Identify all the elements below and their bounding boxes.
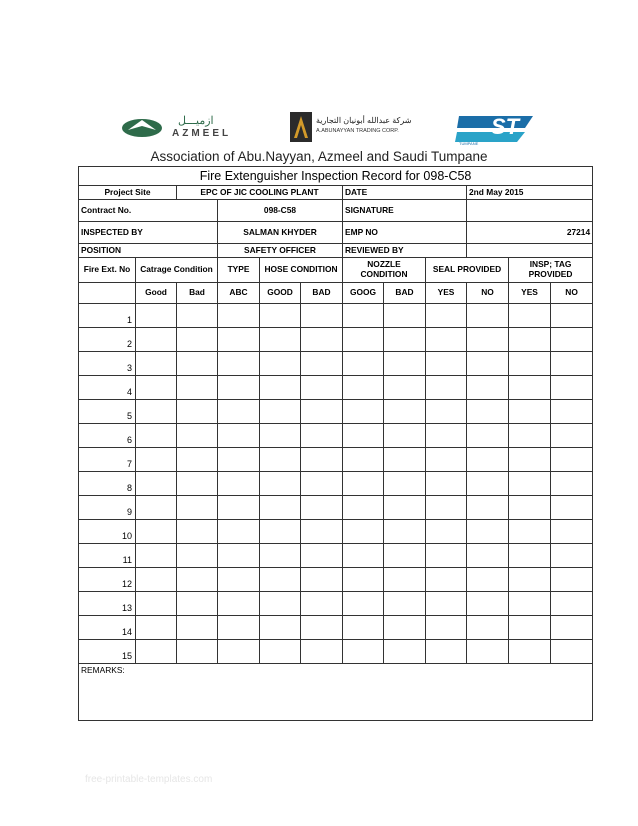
project-site-label: Project Site bbox=[79, 186, 177, 200]
inspection-rows bbox=[79, 304, 593, 664]
table-cell[interactable] bbox=[426, 592, 467, 616]
table-cell[interactable] bbox=[177, 352, 218, 376]
subcol-good: Good bbox=[136, 283, 177, 304]
st-logo-subtext: TUMPANE bbox=[459, 141, 479, 146]
table-cell[interactable] bbox=[218, 448, 260, 472]
fire-ext-number: 9 bbox=[79, 496, 136, 520]
table-cell[interactable] bbox=[136, 376, 177, 400]
abunayyan-arabic-text: شركة عبدالله أبونيان التجارية bbox=[316, 116, 412, 125]
reviewed-by-value[interactable] bbox=[467, 244, 593, 258]
table-cell[interactable] bbox=[343, 640, 384, 664]
table-cell[interactable] bbox=[136, 304, 177, 328]
table-cell[interactable] bbox=[301, 592, 343, 616]
table-cell[interactable] bbox=[301, 496, 343, 520]
table-cell[interactable] bbox=[467, 304, 509, 328]
fire-ext-number: 5 bbox=[79, 400, 136, 424]
table-cell[interactable] bbox=[343, 472, 384, 496]
table-cell[interactable] bbox=[467, 424, 509, 448]
fire-ext-number: 7 bbox=[79, 448, 136, 472]
table-cell[interactable] bbox=[509, 640, 551, 664]
table-cell[interactable] bbox=[218, 328, 260, 352]
table-cell[interactable] bbox=[177, 592, 218, 616]
table-row bbox=[79, 544, 593, 568]
st-logo-text: ST bbox=[491, 114, 520, 139]
table-cell[interactable] bbox=[301, 616, 343, 640]
table-cell[interactable] bbox=[301, 640, 343, 664]
table-cell[interactable] bbox=[218, 472, 260, 496]
table-cell[interactable] bbox=[426, 568, 467, 592]
table-cell[interactable] bbox=[551, 472, 593, 496]
inspected-by-value: SALMAN KHYDER bbox=[218, 222, 343, 244]
table-cell[interactable] bbox=[343, 304, 384, 328]
table-cell[interactable] bbox=[551, 496, 593, 520]
table-cell[interactable] bbox=[136, 592, 177, 616]
table-row bbox=[79, 328, 593, 352]
subcol-insp-no: NO bbox=[551, 283, 593, 304]
remarks-field[interactable]: REMARKS: bbox=[79, 664, 593, 721]
table-cell[interactable] bbox=[343, 544, 384, 568]
table-cell[interactable] bbox=[218, 520, 260, 544]
table-cell[interactable] bbox=[509, 328, 551, 352]
table-cell[interactable] bbox=[509, 448, 551, 472]
table-row bbox=[79, 376, 593, 400]
association-heading: Association of Abu.Nayyan, Azmeel and Saudi Tumpane bbox=[150, 149, 488, 164]
table-cell[interactable] bbox=[343, 592, 384, 616]
table-row bbox=[79, 616, 593, 640]
signature-value[interactable] bbox=[467, 200, 593, 222]
fire-ext-number: 2 bbox=[79, 328, 136, 352]
inspection-form bbox=[78, 166, 592, 721]
table-cell[interactable] bbox=[467, 496, 509, 520]
table-cell[interactable] bbox=[218, 496, 260, 520]
subcol-nozzle-bad: BAD bbox=[384, 283, 426, 304]
table-cell[interactable] bbox=[426, 544, 467, 568]
table-cell[interactable] bbox=[177, 472, 218, 496]
col-seal-provided: SEAL PROVIDED bbox=[426, 258, 509, 283]
table-cell[interactable] bbox=[551, 304, 593, 328]
table-cell[interactable] bbox=[551, 568, 593, 592]
table-cell[interactable] bbox=[136, 640, 177, 664]
contract-value: 098-C58 bbox=[218, 200, 343, 222]
table-cell[interactable] bbox=[177, 448, 218, 472]
table-row bbox=[79, 352, 593, 376]
table-row bbox=[79, 424, 593, 448]
table-cell[interactable] bbox=[467, 472, 509, 496]
table-cell[interactable] bbox=[551, 400, 593, 424]
table-cell[interactable] bbox=[177, 424, 218, 448]
subcol-hose-bad: BAD bbox=[301, 283, 343, 304]
table-cell[interactable] bbox=[218, 352, 260, 376]
table-cell[interactable] bbox=[509, 520, 551, 544]
table-cell[interactable] bbox=[177, 568, 218, 592]
table-row bbox=[79, 448, 593, 472]
table-cell[interactable] bbox=[260, 640, 301, 664]
table-cell[interactable] bbox=[467, 400, 509, 424]
table-cell[interactable] bbox=[509, 400, 551, 424]
table-cell[interactable] bbox=[509, 424, 551, 448]
fire-ext-number: 13 bbox=[79, 592, 136, 616]
table-cell[interactable] bbox=[551, 352, 593, 376]
table-cell[interactable] bbox=[384, 304, 426, 328]
table-cell[interactable] bbox=[260, 616, 301, 640]
table-row bbox=[79, 400, 593, 424]
table-cell[interactable] bbox=[177, 616, 218, 640]
table-cell[interactable] bbox=[301, 544, 343, 568]
table-cell[interactable] bbox=[551, 520, 593, 544]
table-cell[interactable] bbox=[136, 616, 177, 640]
table-cell[interactable] bbox=[260, 472, 301, 496]
table-cell[interactable] bbox=[426, 328, 467, 352]
subcol-bad: Bad bbox=[177, 283, 218, 304]
table-cell[interactable] bbox=[384, 568, 426, 592]
table-cell[interactable] bbox=[384, 544, 426, 568]
fire-ext-number: 6 bbox=[79, 424, 136, 448]
table-cell[interactable] bbox=[343, 496, 384, 520]
table-cell[interactable] bbox=[509, 472, 551, 496]
table-row bbox=[79, 304, 593, 328]
table-cell[interactable] bbox=[343, 568, 384, 592]
position-value: SAFETY OFFICER bbox=[218, 244, 343, 258]
table-cell[interactable] bbox=[343, 328, 384, 352]
form-title: Fire Extenguisher Inspection Record for 098-C58 bbox=[79, 167, 593, 186]
logo-bar bbox=[0, 108, 638, 152]
inspected-by-label: INSPECTED BY bbox=[79, 222, 218, 244]
table-row bbox=[79, 520, 593, 544]
emp-no-label: EMP NO bbox=[343, 222, 467, 244]
table-cell[interactable] bbox=[551, 328, 593, 352]
table-cell[interactable] bbox=[218, 376, 260, 400]
table-cell[interactable] bbox=[509, 568, 551, 592]
col-fire-ext-no: Fire Ext. No bbox=[79, 258, 136, 283]
table-cell[interactable] bbox=[136, 400, 177, 424]
table-row bbox=[79, 568, 593, 592]
table-cell[interactable] bbox=[384, 376, 426, 400]
table-cell[interactable] bbox=[426, 352, 467, 376]
project-site-value: EPC OF JIC COOLING PLANT bbox=[177, 186, 343, 200]
date-value: 2nd May 2015 bbox=[467, 186, 593, 200]
azmeel-logo bbox=[120, 108, 265, 148]
azmeel-latin-text: AZMEEL bbox=[172, 128, 232, 139]
fire-ext-number: 11 bbox=[79, 544, 136, 568]
table-cell[interactable] bbox=[218, 568, 260, 592]
table-cell[interactable] bbox=[136, 544, 177, 568]
col-type: TYPE bbox=[218, 258, 260, 283]
subcol-seal-yes: YES bbox=[426, 283, 467, 304]
subcol-seal-no: NO bbox=[467, 283, 509, 304]
table-cell[interactable] bbox=[384, 448, 426, 472]
table-cell[interactable] bbox=[136, 328, 177, 352]
table-cell[interactable] bbox=[426, 376, 467, 400]
table-cell[interactable] bbox=[260, 424, 301, 448]
table-cell[interactable] bbox=[384, 352, 426, 376]
table-cell[interactable] bbox=[260, 592, 301, 616]
table-cell[interactable] bbox=[509, 592, 551, 616]
watermark: free-printable-templates.com bbox=[85, 774, 213, 785]
table-cell[interactable] bbox=[343, 424, 384, 448]
table-cell[interactable] bbox=[260, 568, 301, 592]
table-cell[interactable] bbox=[384, 472, 426, 496]
table-cell[interactable] bbox=[467, 592, 509, 616]
table-cell[interactable] bbox=[301, 352, 343, 376]
table-cell[interactable] bbox=[136, 496, 177, 520]
table-cell[interactable] bbox=[301, 448, 343, 472]
table-cell[interactable] bbox=[509, 544, 551, 568]
table-cell[interactable] bbox=[384, 592, 426, 616]
table-cell[interactable] bbox=[467, 448, 509, 472]
table-cell[interactable] bbox=[551, 616, 593, 640]
table-row bbox=[79, 496, 593, 520]
table-cell[interactable] bbox=[301, 424, 343, 448]
table-cell[interactable] bbox=[509, 376, 551, 400]
table-cell[interactable] bbox=[343, 400, 384, 424]
table-cell[interactable] bbox=[384, 400, 426, 424]
table-cell[interactable] bbox=[301, 520, 343, 544]
table-cell[interactable] bbox=[384, 640, 426, 664]
table-cell[interactable] bbox=[136, 448, 177, 472]
table-cell[interactable] bbox=[343, 376, 384, 400]
table-cell[interactable] bbox=[509, 304, 551, 328]
abunayyan-latin-text: A.ABUNAYYAN TRADING CORP. bbox=[316, 128, 399, 134]
table-cell[interactable] bbox=[301, 472, 343, 496]
position-label: POSITION bbox=[79, 244, 218, 258]
table-cell[interactable] bbox=[551, 544, 593, 568]
col-nozzle-condition: NOZZLE CONDITION bbox=[343, 258, 426, 283]
table-cell[interactable] bbox=[260, 448, 301, 472]
date-label: DATE bbox=[343, 186, 467, 200]
table-cell[interactable] bbox=[343, 352, 384, 376]
abunayyan-logo bbox=[290, 108, 412, 148]
fire-ext-number: 10 bbox=[79, 520, 136, 544]
table-cell[interactable] bbox=[467, 520, 509, 544]
table-row bbox=[79, 592, 593, 616]
table-cell[interactable] bbox=[509, 496, 551, 520]
table-cell[interactable] bbox=[467, 616, 509, 640]
fire-ext-number: 3 bbox=[79, 352, 136, 376]
table-cell[interactable] bbox=[551, 448, 593, 472]
subcol-insp-yes: YES bbox=[509, 283, 551, 304]
table-cell[interactable] bbox=[301, 328, 343, 352]
table-cell[interactable] bbox=[260, 400, 301, 424]
table-cell[interactable] bbox=[551, 640, 593, 664]
table-cell[interactable] bbox=[467, 352, 509, 376]
fire-ext-number: 15 bbox=[79, 640, 136, 664]
table-cell[interactable] bbox=[218, 640, 260, 664]
reviewed-by-label: REVIEWED BY bbox=[343, 244, 467, 258]
table-cell[interactable] bbox=[136, 568, 177, 592]
table-cell[interactable] bbox=[260, 496, 301, 520]
table-cell[interactable] bbox=[177, 496, 218, 520]
table-cell[interactable] bbox=[260, 376, 301, 400]
col-hose-condition: HOSE CONDITION bbox=[260, 258, 343, 283]
table-cell[interactable] bbox=[426, 400, 467, 424]
table-cell[interactable] bbox=[467, 328, 509, 352]
table-cell[interactable] bbox=[177, 400, 218, 424]
table-cell[interactable] bbox=[343, 520, 384, 544]
table-cell[interactable] bbox=[136, 352, 177, 376]
fire-ext-number: 14 bbox=[79, 616, 136, 640]
table-cell[interactable] bbox=[509, 352, 551, 376]
table-cell[interactable] bbox=[136, 520, 177, 544]
table-cell[interactable] bbox=[467, 544, 509, 568]
table-cell[interactable] bbox=[426, 472, 467, 496]
subcol-nozzle-goog: GOOG bbox=[343, 283, 384, 304]
table-cell[interactable] bbox=[218, 304, 260, 328]
subcol-hose-good: GOOD bbox=[260, 283, 301, 304]
table-cell[interactable] bbox=[301, 376, 343, 400]
table-cell[interactable] bbox=[467, 640, 509, 664]
table-cell[interactable] bbox=[218, 592, 260, 616]
table-cell[interactable] bbox=[260, 328, 301, 352]
table-cell[interactable] bbox=[551, 376, 593, 400]
table-cell[interactable] bbox=[136, 424, 177, 448]
table-row bbox=[79, 640, 593, 664]
contract-label: Contract No. bbox=[79, 200, 218, 222]
table-cell[interactable] bbox=[384, 520, 426, 544]
table-cell[interactable] bbox=[551, 424, 593, 448]
table-cell[interactable] bbox=[260, 520, 301, 544]
fire-ext-number: 1 bbox=[79, 304, 136, 328]
table-cell[interactable] bbox=[177, 640, 218, 664]
subcol-abc: ABC bbox=[218, 283, 260, 304]
azmeel-arabic-text: ازميـــل bbox=[178, 115, 214, 127]
col-insp-tag-provided: INSP; TAG PROVIDED bbox=[509, 258, 593, 283]
table-cell[interactable] bbox=[177, 544, 218, 568]
table-cell[interactable] bbox=[301, 568, 343, 592]
table-cell[interactable] bbox=[384, 616, 426, 640]
table-cell[interactable] bbox=[177, 520, 218, 544]
table-cell[interactable] bbox=[467, 376, 509, 400]
table-cell[interactable] bbox=[260, 544, 301, 568]
table-cell[interactable] bbox=[136, 472, 177, 496]
table-cell[interactable] bbox=[218, 400, 260, 424]
table-cell[interactable] bbox=[177, 376, 218, 400]
fire-ext-number: 4 bbox=[79, 376, 136, 400]
table-cell[interactable] bbox=[260, 304, 301, 328]
table-cell[interactable] bbox=[218, 424, 260, 448]
table-cell[interactable] bbox=[218, 544, 260, 568]
table-cell[interactable] bbox=[467, 568, 509, 592]
table-cell[interactable] bbox=[551, 592, 593, 616]
inspection-table bbox=[78, 166, 593, 721]
table-cell[interactable] bbox=[426, 496, 467, 520]
subcol-blank bbox=[79, 283, 136, 304]
table-cell[interactable] bbox=[426, 520, 467, 544]
emp-no-value: 27214 bbox=[467, 222, 593, 244]
saudi-tumpane-logo bbox=[455, 108, 537, 148]
fire-ext-number: 12 bbox=[79, 568, 136, 592]
table-cell[interactable] bbox=[384, 328, 426, 352]
table-cell[interactable] bbox=[426, 616, 467, 640]
table-cell[interactable] bbox=[177, 304, 218, 328]
col-catrage-condition: Catrage Condition bbox=[136, 258, 218, 283]
table-cell[interactable] bbox=[343, 448, 384, 472]
table-cell[interactable] bbox=[384, 424, 426, 448]
table-cell[interactable] bbox=[426, 304, 467, 328]
table-cell[interactable] bbox=[509, 616, 551, 640]
signature-label: SIGNATURE bbox=[343, 200, 467, 222]
table-cell[interactable] bbox=[343, 616, 384, 640]
table-cell[interactable] bbox=[384, 496, 426, 520]
table-cell[interactable] bbox=[426, 424, 467, 448]
table-cell[interactable] bbox=[426, 640, 467, 664]
table-cell[interactable] bbox=[260, 352, 301, 376]
table-cell[interactable] bbox=[426, 448, 467, 472]
table-cell[interactable] bbox=[177, 328, 218, 352]
table-cell[interactable] bbox=[218, 616, 260, 640]
fire-ext-number: 8 bbox=[79, 472, 136, 496]
table-row bbox=[79, 472, 593, 496]
table-cell[interactable] bbox=[301, 400, 343, 424]
table-cell[interactable] bbox=[301, 304, 343, 328]
